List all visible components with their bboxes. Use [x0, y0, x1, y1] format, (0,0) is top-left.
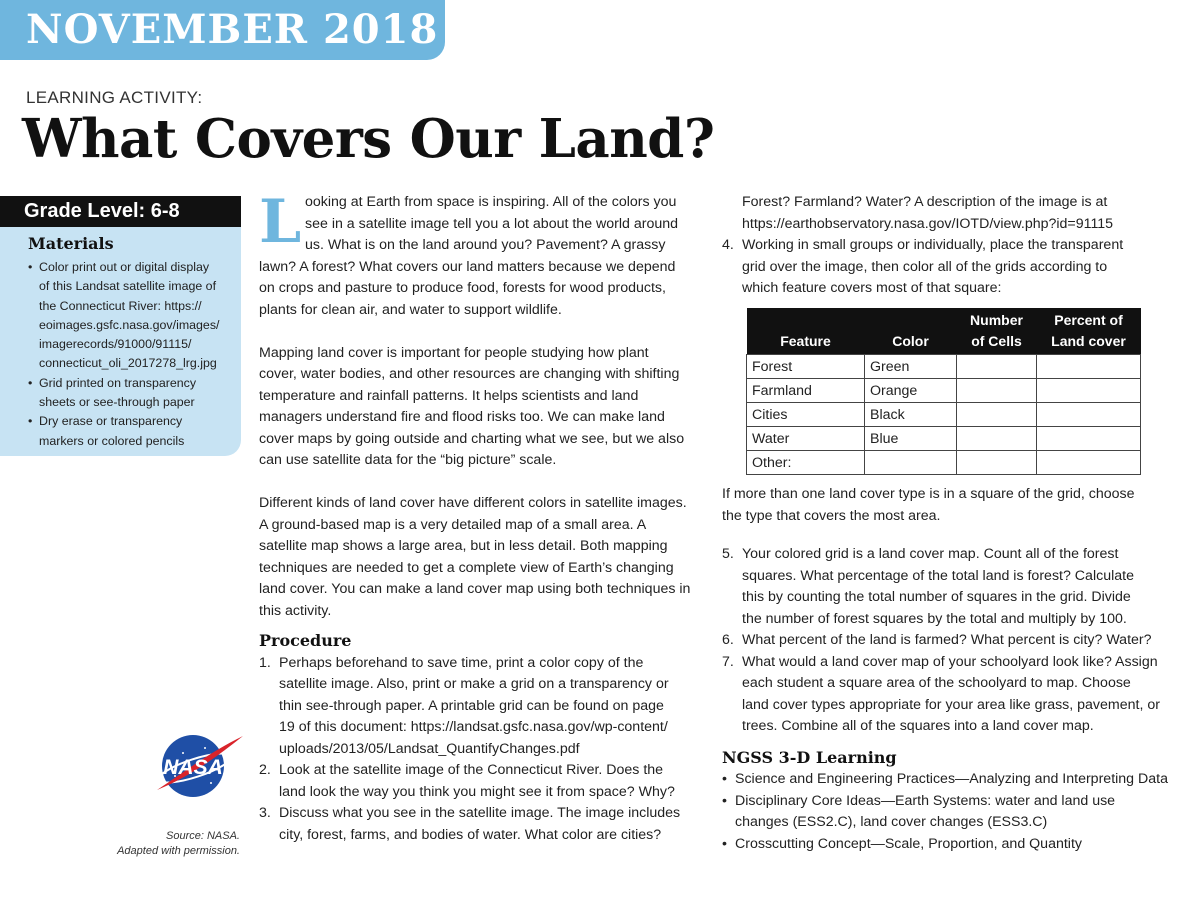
table-row: [747, 451, 1141, 475]
list-item-line: • Color print out or digital display: [39, 260, 210, 274]
step-line: [722, 235, 1177, 257]
grade-level-bar: Grade Level: 6-8: [0, 196, 241, 227]
table-cell: [865, 451, 957, 475]
source-line: Source: NASA.: [166, 830, 240, 842]
step-text: trees. Combine all of the squares into a land cover map.: [742, 718, 1094, 734]
article-column-3: [722, 484, 1177, 855]
step-text: Perhaps beforehand to save time, print a color copy of the: [279, 654, 644, 671]
step-line: [722, 695, 1177, 717]
drop-cap: L: [259, 187, 302, 257]
step-text: the number of forest squares by the total and multiply by 100.: [742, 610, 1127, 627]
step-text: 19 of this document: https://landsat.gsfc.nasa.gov/wp-content/: [279, 719, 668, 735]
procedure-steps-continued: [722, 544, 1177, 738]
image-source-credit: [60, 829, 240, 859]
table-cell: [1037, 355, 1141, 379]
table-cell: [1037, 451, 1141, 475]
table-cell: Farmland: [747, 379, 865, 403]
text-line: the type that covers the most area.: [722, 507, 941, 524]
step-text: land look the way you think you might see it from space? Why?: [279, 783, 675, 800]
step-text: satellite image. Also, print or make a grid on a transparency or: [279, 676, 669, 692]
table-cell: Water: [747, 427, 865, 451]
step-number: 4.: [722, 237, 734, 253]
table-row: [747, 379, 1141, 403]
step-number: 3.: [259, 805, 271, 821]
step-number: 6.: [722, 632, 734, 648]
nasa-logo-icon: [153, 728, 245, 798]
step-text: this by counting the total number of squares in the grid. Divide: [742, 589, 1131, 605]
text-line: Forest? Farmland? Water? A description of the image is at: [742, 194, 1108, 210]
table-cell: [1037, 379, 1141, 403]
article-column-2: [722, 192, 1177, 300]
list-item-line: of this Landsat satellite image of: [39, 279, 217, 294]
table-cell: [957, 403, 1037, 427]
step-line: [259, 717, 709, 739]
step-line: [259, 653, 709, 675]
list-item-line: markers or colored pencils: [39, 433, 185, 448]
ngss-item-line: [722, 834, 1177, 856]
step-text: What would a land cover map of your schoolyard look like? Assign: [742, 653, 1158, 670]
list-item: [0, 412, 236, 451]
table-header-cell: Percent of Land cover: [1037, 308, 1141, 355]
table-header-row: [747, 308, 1141, 355]
list-item-line: sheets or see-through paper: [39, 395, 195, 410]
ngss-item-line: [722, 769, 1177, 791]
list-item: [0, 258, 236, 374]
table-header-cell: Color: [865, 308, 957, 355]
step-line: [259, 674, 709, 696]
step-line: [722, 566, 1177, 588]
ngss-heading: NGSS 3-D Learning: [722, 747, 897, 767]
ngss-text: Disciplinary Core Ideas—Earth Systems: water and land use: [735, 792, 1116, 809]
text-line: lawn? A forest? What covers our land matters because we depend: [259, 258, 676, 275]
step-line: [722, 257, 1177, 279]
text-line: cover maps by going outside and charting what we see, but we also: [259, 430, 685, 447]
table-cell: Orange: [865, 379, 957, 403]
header-banner: [0, 0, 445, 60]
table-header-cell: Feature: [747, 308, 865, 355]
list-item: [0, 374, 236, 413]
text-line: managers understand fire and flood risks too. We can make land: [259, 409, 665, 425]
text-line: this activity.: [259, 602, 332, 619]
step-line: [722, 673, 1177, 695]
step-text: which feature covers most of that square:: [742, 280, 1002, 296]
procedure-step-4: [722, 235, 1177, 300]
procedure-steps: [259, 653, 709, 847]
table-cell: [1037, 427, 1141, 451]
procedure-heading: Procedure: [259, 631, 352, 650]
step-number: 7.: [722, 653, 734, 670]
table-header-cell: Number of Cells: [957, 308, 1037, 355]
step-text: Discuss what you see in the satellite image. The image includes: [279, 805, 681, 821]
step-number: 2.: [259, 762, 271, 778]
step-text: thin see-through paper. A printable grid can be found on page: [279, 697, 664, 714]
text-line: A ground-based map is a very detailed map of a small area. A: [259, 516, 647, 533]
text-line: Mapping land cover is important for people studying how plant: [259, 344, 649, 361]
text-line: temperature and rainfall patterns. It helps scientists and land: [259, 387, 639, 404]
list-item-line: • Grid printed on transparency: [39, 375, 197, 390]
table-row: [747, 427, 1141, 451]
land-cover-table: [746, 308, 1141, 475]
text-line: https://earthobservatory.nasa.gov/IOTD/view.php?id=91115: [742, 215, 1114, 232]
text-line: plants for clean air, and water to support wildlife.: [259, 301, 562, 318]
paragraph-kinds: [259, 493, 709, 622]
text-line: Different kinds of land cover have different colors in satellite images.: [259, 495, 687, 511]
text-line: ooking at Earth from space is inspiring. All of the colors you: [305, 194, 677, 210]
page-title: What Covers Our Land?: [22, 108, 715, 170]
activity-kicker: LEARNING ACTIVITY:: [26, 88, 203, 107]
step-line: [722, 716, 1177, 738]
table-cell: [957, 355, 1037, 379]
table-cell: Cities: [747, 403, 865, 427]
step-text: grid over the image, then color all of the grids according to: [742, 258, 1108, 275]
ngss-text: changes (ESS2.C), land cover changes (ESS3.C): [735, 814, 1048, 830]
ngss-item-line: [722, 791, 1177, 813]
step-text: Look at the satellite image of the Connecticut River. Does the: [279, 762, 664, 778]
step-text: Working in small groups or individually, place the transparent: [742, 237, 1124, 253]
bullet: •: [722, 771, 727, 787]
step-text: uploads/2013/05/Landsat_QuantifyChanges.pdf: [279, 740, 580, 757]
step-line: [259, 782, 709, 804]
step-line: [722, 587, 1177, 609]
ngss-text: Crosscutting Concept—Scale, Proportion, and Quantity: [735, 835, 1082, 852]
step-text: What percent of the land is farmed? What percent is city? Water?: [742, 632, 1152, 648]
step-line: [722, 609, 1177, 631]
text-line: can use satellite data for the “big picture” scale.: [259, 452, 557, 468]
table-cell: Black: [865, 403, 957, 427]
issue-date: NOVEMBER 2018: [26, 6, 439, 53]
bullet: •: [722, 835, 727, 852]
intro-paragraph: [259, 187, 709, 321]
step-line: [722, 652, 1177, 674]
step-line: [722, 278, 1177, 300]
ngss-item-line: [722, 812, 1177, 834]
bullet: •: [722, 792, 727, 809]
text-line: techniques are needed to get a complete view of Earth’s changing: [259, 559, 674, 576]
step-3-continuation: [722, 192, 1177, 235]
list-item-line: imagerecords/91000/91115/: [39, 337, 192, 352]
materials-list: [0, 258, 236, 451]
materials-heading: Materials: [28, 234, 114, 253]
step-line: [259, 803, 709, 825]
text-line: cover, water bodies, and other resources are changing with shifting: [259, 366, 680, 382]
list-item-line: eoimages.gsfc.nasa.gov/images/: [39, 317, 220, 332]
text-line: satellite map shows a large area, but in less detail. Both mapping: [259, 538, 668, 554]
step-text: city, forest, farms, and bodies of water. What color are cities?: [279, 826, 662, 843]
ngss-list: [722, 769, 1177, 855]
table-instruction: [722, 484, 1177, 527]
text-line: see in a satellite image tell you a lot about the world around: [305, 215, 679, 232]
step-text: land cover types appropriate for your area like grass, pavement, or: [742, 696, 1160, 713]
step-line: [259, 825, 709, 847]
list-item-line: connecticut_oli_2017278_lrg.jpg: [39, 356, 217, 371]
step-line: [259, 696, 709, 718]
step-text: each student a square area of the schoolyard to map. Choose: [742, 675, 1131, 691]
text-line: us. What is on the land around you? Pavement? A grassy: [305, 237, 666, 253]
text-line: land cover. You can make a land cover map using both techniques in: [259, 581, 691, 597]
table-cell: Other:: [747, 451, 865, 475]
step-line: [259, 760, 709, 782]
step-number: 5.: [722, 546, 734, 562]
table-cell: Blue: [865, 427, 957, 451]
ngss-text: Science and Engineering Practices—Analyzing and Interpreting Data: [735, 771, 1168, 787]
table-cell: [957, 451, 1037, 475]
source-line: Adapted with permission.: [117, 845, 240, 857]
step-number: 1.: [259, 654, 271, 671]
text-line: on crops and pasture to produce food, forests for wood products,: [259, 280, 666, 296]
table-row: [747, 403, 1141, 427]
table-cell: Green: [865, 355, 957, 379]
list-item-line: • Dry erase or transparency: [39, 414, 183, 429]
step-line: [259, 739, 709, 761]
table-cell: [957, 427, 1037, 451]
table-row: [747, 355, 1141, 379]
text-line: If more than one land cover type is in a square of the grid, choose: [722, 486, 1135, 502]
step-text: Your colored grid is a land cover map. Count all of the forest: [742, 546, 1119, 562]
paragraph-mapping: [259, 343, 709, 472]
table-cell: Forest: [747, 355, 865, 379]
list-item-line: the Connecticut River: https://: [39, 298, 202, 313]
nasa-logo-text: NASA: [163, 756, 223, 779]
table-cell: [1037, 403, 1141, 427]
step-line: [722, 544, 1177, 566]
step-line: [722, 630, 1177, 652]
table-cell: [957, 379, 1037, 403]
step-text: squares. What percentage of the total land is forest? Calculate: [742, 567, 1134, 584]
article-column-1: [259, 187, 709, 846]
